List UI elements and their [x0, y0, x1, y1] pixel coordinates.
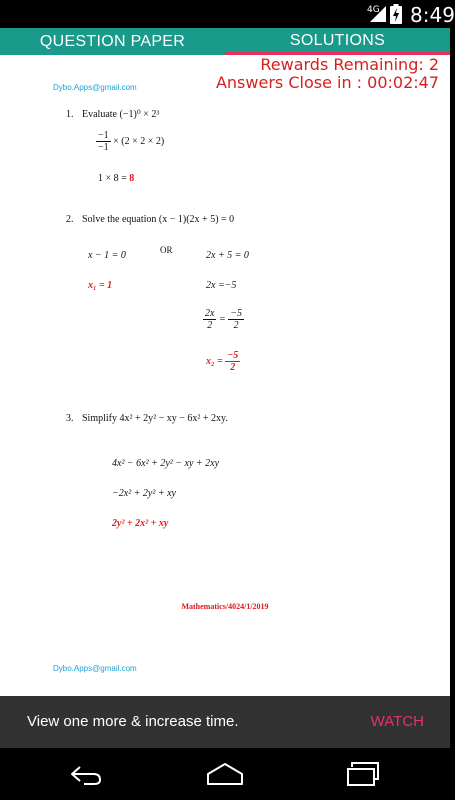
q2-x2-label: x₂ =: [206, 355, 223, 367]
tab-solutions[interactable]: SOLUTIONS: [225, 28, 450, 55]
contact-email-2: Dybo.Apps@gmail.com: [53, 664, 137, 673]
q1-step-2: [98, 173, 134, 184]
back-icon[interactable]: [66, 761, 106, 787]
q2-frac-left-den: 2: [207, 320, 213, 331]
q2-number: 2.: [66, 214, 74, 225]
answers-close-countdown: Answers Close in : 00:02:47: [215, 73, 439, 92]
q1-step-1: [96, 130, 164, 153]
q2-x2-numerator: −5: [227, 350, 239, 361]
tab-question-paper[interactable]: QUESTION PAPER: [39, 33, 186, 50]
q3-number: 3.: [66, 413, 74, 424]
q1-step1-numerator: −1: [98, 130, 109, 141]
status-bar: [0, 0, 455, 28]
q3-prompt: Simplify 4x² + 2y² − xy − 6x² + 2xy.: [82, 413, 228, 424]
timer-block: [216, 56, 439, 92]
q2-x2-answer: [206, 350, 240, 373]
q1-step1-rest: × (2 × 2 × 2): [113, 135, 165, 147]
clock: 8:49: [410, 3, 455, 27]
network-type: 4G: [367, 5, 380, 15]
battery-charging-icon: [390, 4, 402, 24]
signal-icon: [370, 6, 386, 22]
q2-or: OR: [160, 245, 173, 255]
tab-bar: [0, 28, 450, 55]
q1-step1-denominator: −1: [98, 142, 109, 153]
q2-frac-left-num: 2x: [205, 308, 215, 319]
q2-right-equation-1: 2x + 5 = 0: [206, 250, 249, 261]
q2-x2-denominator: 2: [230, 362, 236, 373]
q2-frac-right-num: −5: [230, 308, 242, 319]
paper-reference: Mathematics/4024/1/2019: [181, 602, 269, 611]
contact-email: Dybo.Apps@gmail.com: [53, 83, 137, 92]
q1-step2-text: 1 × 8 =: [98, 173, 127, 184]
home-icon[interactable]: [205, 761, 245, 787]
q1-answer: 8: [129, 173, 135, 184]
question-3: [66, 413, 228, 424]
snackbar: [0, 696, 450, 748]
watch-button[interactable]: WATCH: [370, 713, 424, 730]
q1-number: 1.: [66, 109, 74, 120]
q1-prompt: Evaluate (−1)⁰ × 2³: [82, 109, 160, 120]
q3-step-2: −2x² + 2y² + xy: [112, 488, 176, 499]
q2-frac-right-den: 2: [233, 320, 239, 331]
q2-left-equation: x − 1 = 0: [88, 250, 126, 261]
q2-divide-step: $\frac{2x}{2}$ = $\frac{-5}{2}$: [205, 308, 242, 331]
q3-step-1: 4x² − 6x² + 2y² − xy + 2xy: [112, 458, 220, 469]
q2-prompt: Solve the equation (x − 1)(2x + 5) = 0: [82, 214, 235, 225]
recents-icon[interactable]: [344, 761, 384, 787]
rewards-remaining: Rewards Remaining: 2: [260, 55, 439, 74]
solutions-page[interactable]: [0, 55, 450, 696]
snackbar-message: View one more & increase time.: [27, 713, 239, 730]
q2-x1-answer: x₁ = 1: [88, 280, 113, 291]
q2-right-equation-2: 2x =−5: [206, 280, 237, 291]
navigation-bar: [0, 748, 450, 800]
question-2: [66, 214, 234, 225]
question-1: [66, 109, 159, 120]
q3-answer: 2y² + 2x² + xy: [112, 518, 169, 529]
